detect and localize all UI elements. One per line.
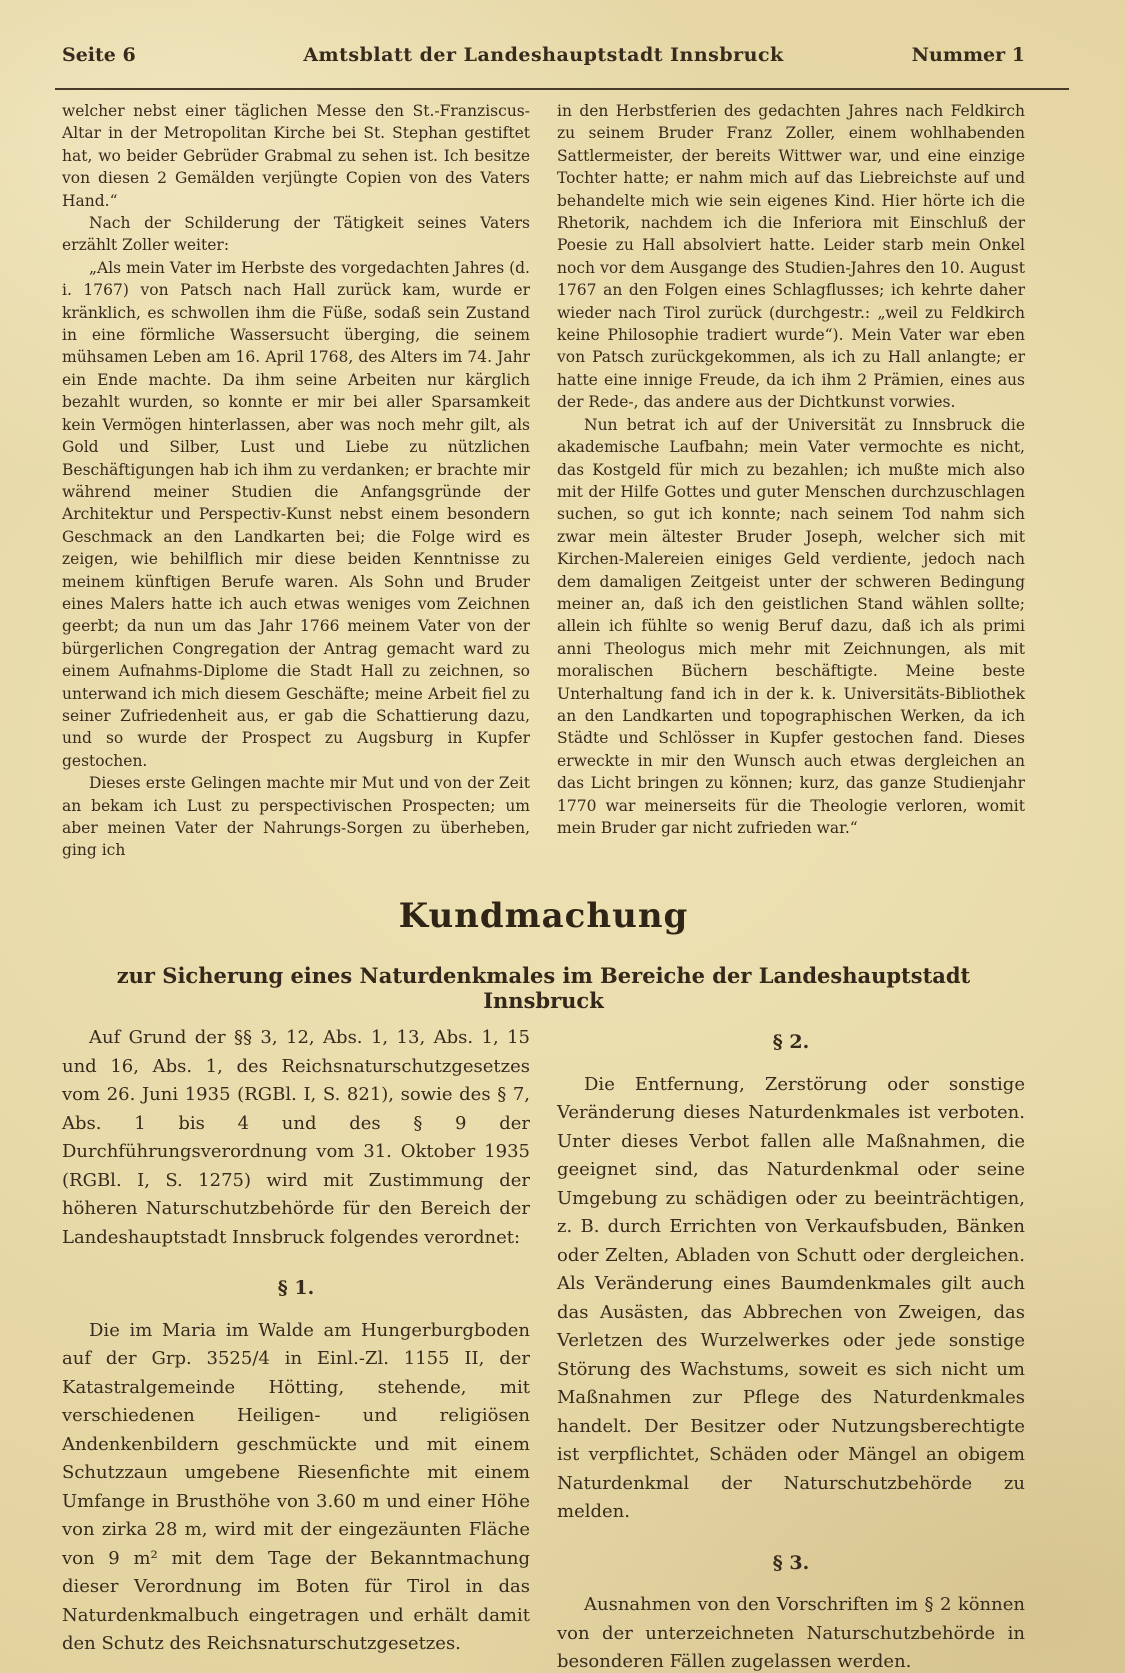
paragraph: in den Herbstferien des gedachten Jahres nach Feldkirch zu seinem Bruder Franz Zoller, einem wohlhabenden Sattlermeister, der bereits Wittwer war, und eine einzige Tochter hatte; er nahm mich auf das Liebreichste auf und behandelte mich wie sein eigenes Kind. Hier hörte ich die Rhetorik, nachdem ich die Inferiora mit Einschluß der Poesie zu Hall absolviert hatte. Leider starb mein Onkel noch vor dem Ausgange des Studien-Jahres den 10. August 1767 an den Folgen eines Schlagflusses; ich kehrte daher wieder nach Tirol zurück (durchgestr.: „weil zu Feldkirch keine Philosophie tradiert wurde“). Mein Vater war eben von Patsch zurückgekommen, als ich zu Hall anlangte; er hatte eine innige Freude, da ich ihm 2 Prämien, eines aus der Rede-, das andere aus der Dichtkunst vorwies.: [557, 102, 1025, 412]
section-1-paragraph: Die im Maria im Walde am Hungerburgboden auf der Grp. 3525/4 in Einl.-Zl. 1155 II, der Katastralgemeinde Hötting, stehende, mit verschiedenen Heiligen- und religiösen Andenkenbildern geschmückte und mit einem Schutzzaun umgebene Riesenfichte mit einem Umfange in Brusthöhe von 3.60 m und einer Höhe von zirka 28 m, wird mit der eingezäunten Fläche von 9 m² mit dem Tage der Bekanntmachung dieser Verordnung im Boten für Tirol in das Naturdenkmalbuch eingetragen und erhält damit den Schutz des Reichsnaturschutzgesetzes.: [62, 1319, 530, 1654]
section-2-paragraph: Die Entfernung, Zerstörung oder sonstige Veränderung dieses Naturdenkmales ist verboten. Unter dieses Verbot fallen alle Maßnahmen, die geeignet sind, das Naturdenkmal oder seine Umgebung zu schädigen oder zu beeinträchtigen, z. B. durch Errichten von Verkaufsbuden, Bänken oder Zelten, Abladen von Schutt oder dergleichen. Als Veränderung eines Baumdenkmales gilt auch das Ausästen, das Abbrechen von Zweigen, das Verletzen des Wurzelwerkes oder jede sonstige Störung des Wachstums, soweit es sich nicht um Maßnahmen zur Pflege des Naturdenkmales handelt. Der Besitzer oder Nutzungsberechtigte ist verpflichtet, Schäden oder Mängel an obigem Naturdenkmal der Naturschutzbehörde zu melden.: [557, 1073, 1025, 1522]
paragraph: Nun betrat ich auf der Universität zu Innsbruck die akademische Laufbahn; mein Vater vermochte es nicht, das Kostgeld für mich zu bezahlen; ich mußte mich also mit der Hilfe Gottes und guter Menschen durchzuschlagen suchen, so gut ich konnte; nach seinem Tod nahm sich zwar mein ältester Bruder Joseph, welcher sich mit Kirchen-Malereien einiges Geld verdiente, jedoch nach dem damaligen Zeitgeist unter der schweren Bedingung meiner an, daß ich den geistlichen Stand wählen sollte; allein ich fühlte so wenig Beruf dazu, daß ich als primi anni Theologus mich mehr mit Zeichnungen, als mit moralischen Büchern beschäftigte. Meine beste Unterhaltung fand ich in der k. k. Universitäts-Bibliothek an den Landkarten und topographischen Werken, da ich Städte und Schlösser in Kupfer gestochen fand. Dieses erweckte in mir den Wunsch auch etwas dergleichen an das Licht bringen zu können; kurz, das ganze Studienjahr 1770 war meinerseits für die Theologie verloren, womit mein Bruder gar nicht zufrieden war.“: [557, 415, 1025, 837]
section-heading-2: § 2.: [772, 1031, 810, 1053]
page-header: [62, 44, 1025, 66]
notice-intro-paragraph: Auf Grund der §§ 3, 12, Abs. 1, 13, Abs. 1, 15 und 16, Abs. 1, des Reichsnaturschutzgesetzes vom 26. Juni 1935 (RGBl. I, S. 821), sowie des § 7, Abs. 1 bis 4 und des § 9 der Durchführungsverordnung vom 31. Oktober 1935 (RGBl. I, S. 1275) wird mit Zustimmung der höheren Naturschutzbehörde für den Bereich der Landeshauptstadt Innsbruck folgendes verordnet:: [62, 1027, 530, 1248]
issue-number-label: Nummer 1: [911, 44, 1025, 66]
section-heading-3: § 3.: [772, 1551, 810, 1574]
memoir-article: [62, 100, 1025, 862]
kundmachung-subtitle: zur Sicherung eines Naturdenkmales im Bereiche der Landeshauptstadt Innsbruck: [116, 963, 971, 1013]
notice-column-left: [62, 1024, 530, 1673]
masthead-title: Amtsblatt der Landeshauptstadt Innsbruck: [303, 44, 784, 66]
page-number-label: Seite 6: [62, 44, 136, 66]
paragraph: welcher nebst einer täglichen Messe den St.-Franziscus-Altar in der Metropolitan Kirche bei St. Stephan gestiftet hat, wo beider Gebrüder Grabmal zu sehen ist. Ich besitze von diesen 2 Gemälden verjüngte Copien von des Vaters Hand.“: [62, 102, 530, 210]
header-rule: [55, 88, 1069, 90]
paragraph: „Als mein Vater im Herbste des vorgedachten Jahres (d. i. 1767) von Patsch nach Hall zurück kam, wurde er kränklich, es schwollen ihm die Füße, sodaß sein Zustand in eine förmliche Wassersucht überging, die seinem mühsamen Leben am 16. April 1768, des Alters im 74. Jahr ein Ende machte. Da ihm seine Arbeiten nur kärglich bezahlt wurden, so konnte er mir bei aller Sparsamkeit kein Vermögen hinterlassen, aber was noch mehr gilt, als Gold und Silber, Lust und Liebe zu nützlichen Beschäftigungen hab ich ihm zu verdanken; er brachte mir während meiner Studien die Anfangsgründe der Architektur und Perspectiv-Kunst nebst einem besondern Geschmack an den Landkarten bei; die Folge wird es zeigen, wie behilflich mir diese beiden Kenntnisse zu meinem künftigen Berufe waren. Als Sohn und Bruder eines Malers hatte ich auch etwas weniges vom Zeichnen geerbt; da nun um das Jahr 1766 meinem Vater von der bürgerlichen Congregation der Antrag gemacht ward zu einem Aufnahms-Diplome die Stadt Hall zu zeichnen, so unterwand ich mich diesem Geschäfte; meine Arbeit fiel zu seiner Zufriedenheit aus, er gab die Schattierung dazu, und so wurde der Prospect zu Augsburg in Kupfer gestochen.: [62, 258, 530, 770]
notice-column-right: [557, 1024, 1025, 1673]
paragraph: Nach der Schilderung der Tätigkeit seines Vaters erzählt Zoller weiter:: [62, 214, 530, 255]
section-3-paragraph: Ausnahmen von den Vorschriften im § 2 können von der unterzeichneten Naturschutzbehörde in besonderen Fällen zugelassen werden.: [557, 1594, 1025, 1672]
kundmachung-body: [62, 1024, 1025, 1673]
section-heading-1: § 1.: [277, 1277, 315, 1299]
paragraph: Dieses erste Gelingen machte mir Mut und von der Zeit an bekam ich Lust zu perspectivischen Prospecten; um aber meinen Vater der Nahrungs-Sorgen zu überheben, ging ich: [62, 774, 530, 860]
kundmachung-title: Kundmachung: [398, 896, 689, 936]
article-column-left: [62, 100, 530, 862]
article-column-right: [557, 100, 1025, 862]
